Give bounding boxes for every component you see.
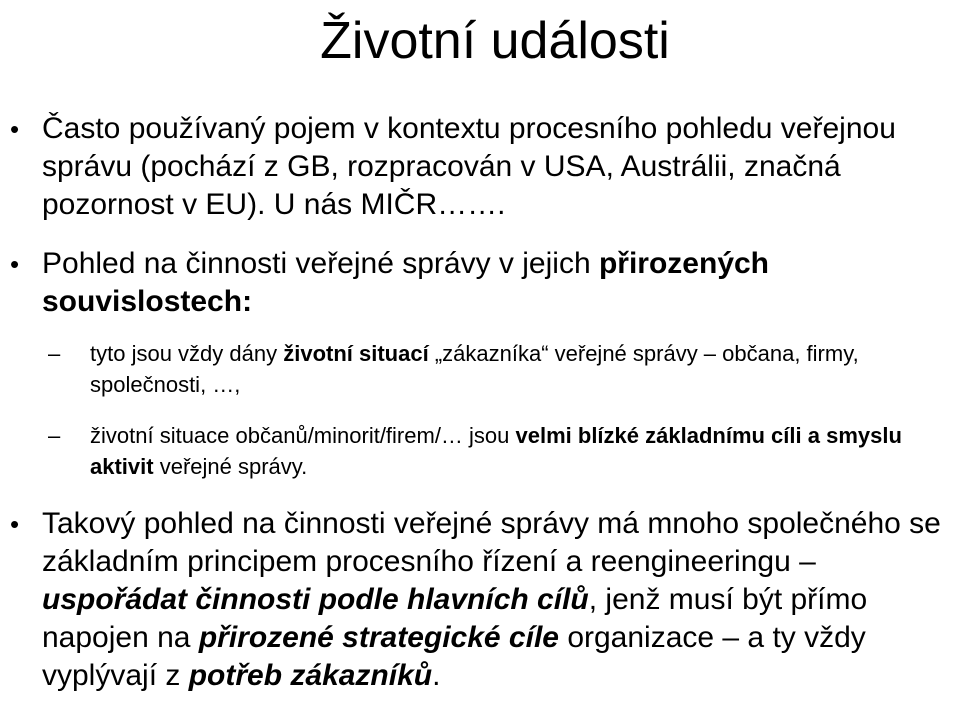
dash-icon: – [48,423,61,448]
slide-title: Životní události [320,12,670,70]
dash-icon: – [48,341,61,366]
bullet-icon: • [10,509,20,539]
sub-item-close-to-goal [48,420,950,482]
bullet-icon: • [10,249,20,279]
sub-item-emphasis: velmi blízké základnímu cíli a smyslu aktivit [90,423,902,479]
sub-item-text-rest: „zákazníka“ veřejné správy – občana, firmy, společnosti, …, [90,341,859,397]
bullet-pm-emphasis-goals: uspořádat činnosti podle hlavních cílů [42,583,589,616]
bullet-perspective-text: Pohled na činnosti veřejné správy v jejich [42,247,599,280]
bullet-pm-text-mid: , jenž musí být přímo napojen na [42,583,868,654]
sub-item-text-rest: veřejné správy. [153,454,308,479]
sub-item-life-situation [48,338,950,400]
sub-item-emphasis: životní situací [283,341,429,366]
bullet-perspective [10,245,954,321]
bullet-pm-emphasis-needs: potřeb zákazníků [188,659,433,692]
sub-item-text: tyto jsou vždy dány [90,341,284,366]
bullet-pm-text-end: . [432,659,441,692]
bullet-process-management [10,505,954,695]
bullet-icon: • [10,114,20,144]
bullet-pm-text: Takový pohled na činnosti veřejné správy má mnoho společného se základním principem procesního řízení a reengineeringu – [42,507,941,578]
bullet-intro-text: Často používaný pojem v kontextu procesního pohledu veřejnou správu (pochází z GB, rozpracován v USA, Austrálii, značná pozornost v EU). U nás MIČR……. [42,112,896,221]
bullet-intro [10,110,954,224]
sub-item-text: životní situace občanů/minorit/firem/… jsou [90,423,516,448]
bullet-pm-emphasis-strategic: přirozené strategické cíle [198,621,559,654]
bullet-perspective-emphasis: přirozených souvislostech: [42,247,770,318]
bullet-pm-text-mid2: organizace – a ty vždy vyplývají z [42,621,866,692]
